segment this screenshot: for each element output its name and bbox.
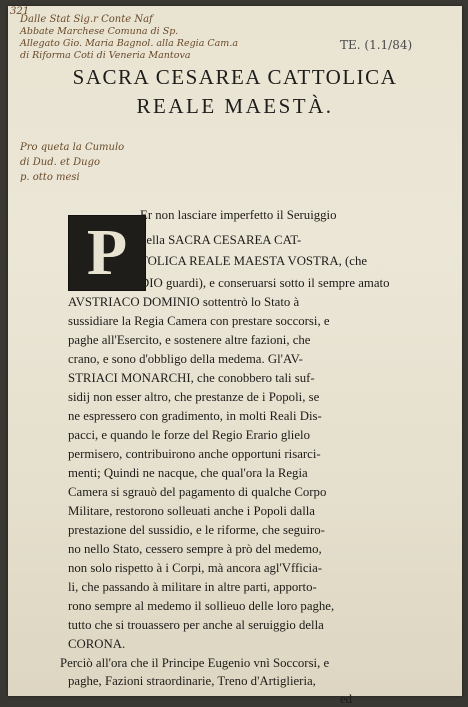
body-line: prestazione del sussidio, e le riforme, che seguiro- [68, 523, 325, 537]
margin-note-line: Pro queta la Cumulo [20, 142, 125, 153]
document-page [8, 6, 462, 706]
body-line: no nello Stato, cessero sempre à prò del medemo, [68, 542, 322, 556]
body-line: rono sempre al medemo il sollieuo delle loro paghe, [68, 599, 335, 613]
corner-note: 321 [10, 6, 30, 17]
handwritten-top-line: Dalle Stat Sig.r Conte Naf [20, 14, 153, 25]
title-line-1: SACRA CESAREA CATTOLICA [72, 65, 398, 89]
body-line: permisero, contribuirono anche opportuni risarci- [68, 447, 321, 461]
body-line: non solo rispetto à i Corpi, mà ancora agl'Vfficia- [68, 561, 323, 575]
body-line: ne espressero con gradimento, in molti Reali Dis- [68, 409, 322, 423]
body-line: pacci, e quando le forze del Regio Erario glielo [68, 428, 310, 442]
body-line: tutto che si trouassero per anche al seruiggio della [68, 618, 324, 632]
body-line: menti; Quindi ne nacque, che qual'ora la Regia [68, 466, 308, 480]
body-line: TOLICA REALE MAESTA VOSTRA, (che [140, 254, 368, 268]
body-line: della SACRA CESAREA CAT- [140, 233, 302, 247]
shelf-mark: TE. (1.1/84) [340, 38, 413, 52]
margin-note-line: di Dud. et Dugo [20, 157, 100, 168]
title-line-2: REALE MAESTÀ. [136, 94, 334, 118]
body-line: sussidiare la Regia Camera con prestare soccorsi, e [68, 314, 330, 328]
body-line: Camera si sgrauò del pagamento di qualche Corpo [68, 485, 327, 499]
handwritten-top-line: di Riforma Coti di Veneria Mantova [20, 50, 191, 61]
body-line: li, che passando à militare in altre parti, apporto- [68, 580, 317, 594]
body-line: ed [340, 692, 353, 706]
body-line: paghe, Fazioni straordinarie, Treno d'Artiglieria, [68, 674, 316, 688]
body-line: DIO guardi), e conseruarsi sotto il sempre amato [140, 276, 390, 290]
decorated-initial [68, 215, 146, 291]
body-line: crano, e sono d'obbligo della medema. Gl'AV- [68, 352, 303, 366]
body-line: Perciò all'ora che il Principe Eugenio vnì Soccorsi, e [60, 656, 330, 670]
initial-letter: P [86, 216, 128, 289]
margin-note-line: p. otto mesi [20, 172, 80, 183]
body-line: CORONA. [68, 637, 126, 651]
body-line: Militare, restorono solleuati anche i Popoli dalla [68, 504, 315, 518]
body-line: AVSTRIACO DOMINIO sottentrò lo Stato à [68, 295, 300, 309]
handwritten-top-line: Allegato Gio. Maria Bagnol. alla Regia Cam.a [20, 38, 239, 49]
body-line: Er non lasciare imperfetto il Seruiggio [140, 208, 337, 222]
body-line: sidij non esser altro, che prestanze de i Popoli, se [68, 390, 320, 404]
body-line: paghe all'Esercito, e sostenere altre fazioni, che [68, 333, 311, 347]
body-line: STRIACI MONARCHI, che conobbero tali suf- [68, 371, 315, 385]
handwritten-top-line: Abbate Marchese Comuna di Sp. [20, 26, 179, 37]
